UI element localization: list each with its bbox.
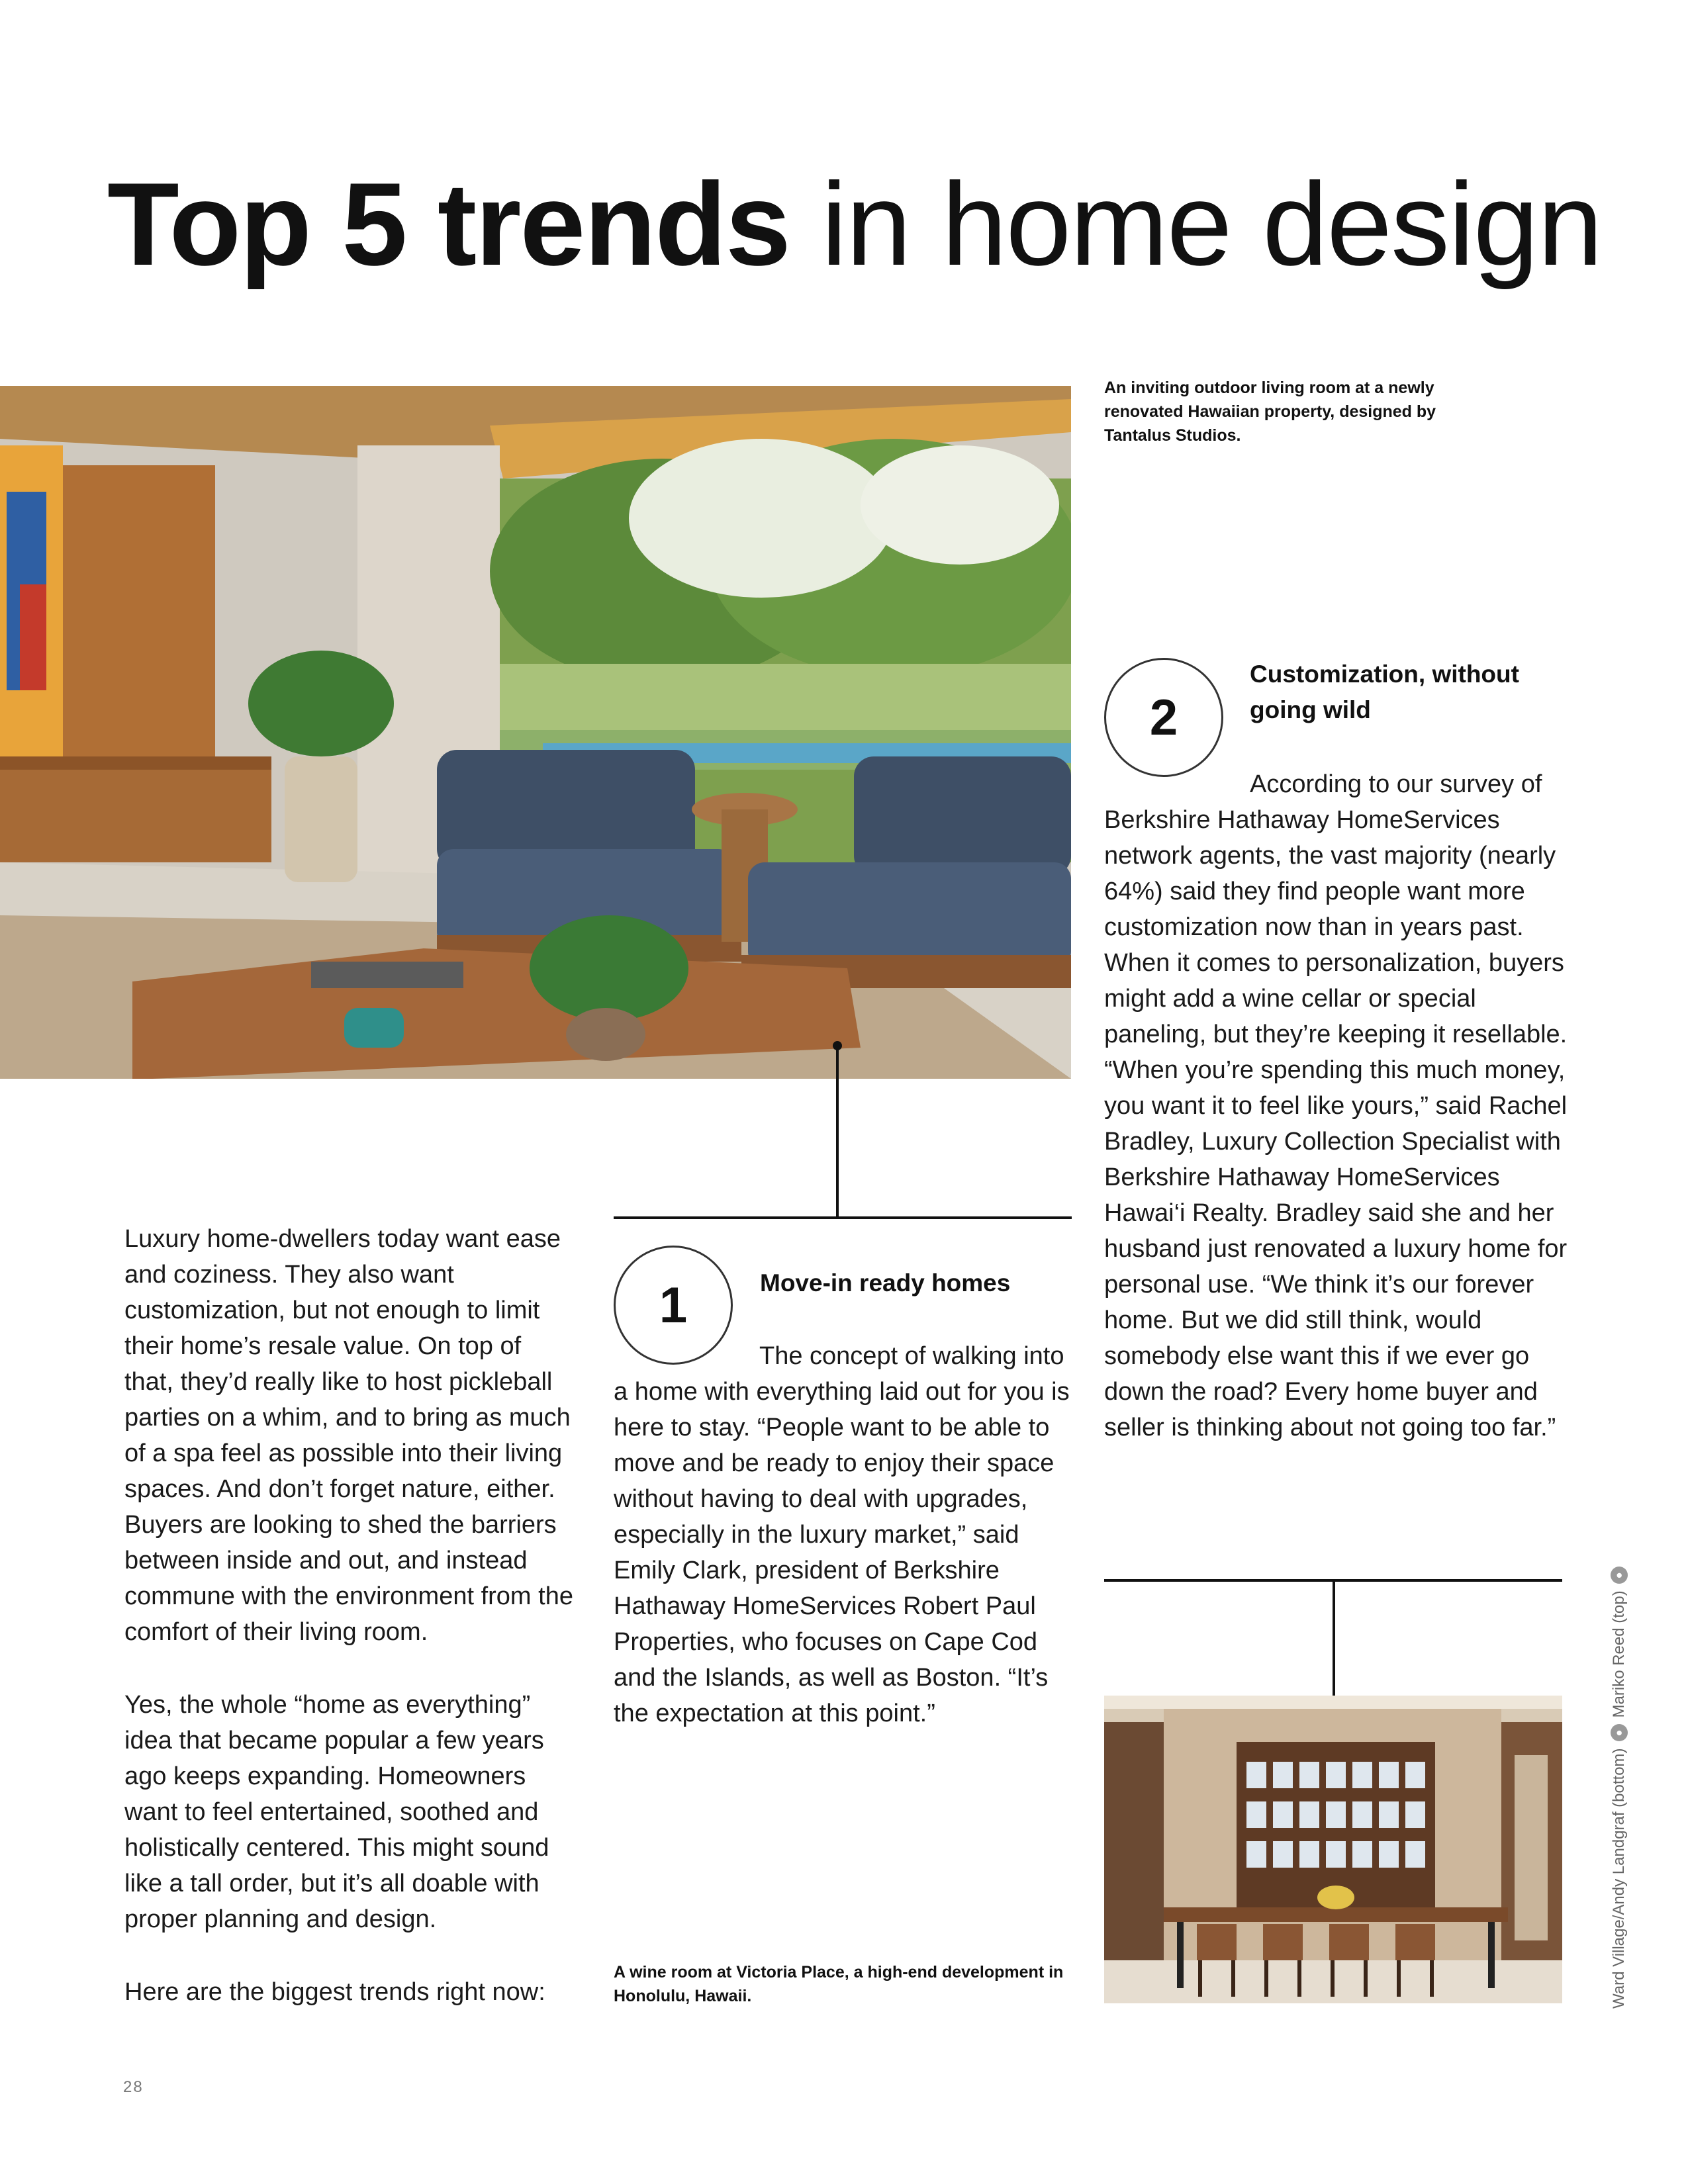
- wine-room-photo: [1104, 1696, 1562, 2003]
- top-photo-caption: An inviting outdoor living room at a newly renovated Hawaiian property, designed by Tantalus Studios.: [1104, 379, 1436, 445]
- trend-1-number-badge: 1: [614, 1246, 733, 1365]
- intro-column: [124, 1221, 575, 2047]
- connector-line-vertical-1: [836, 1046, 839, 1218]
- trend-1-title: Move-in ready homes: [760, 1269, 1011, 1297]
- trend-2-title: Customization, without going wild: [1250, 660, 1519, 723]
- title-bold: Top 5 trends: [107, 158, 790, 290]
- trend-2-body: According to our survey of Berkshire Hathaway HomeServices network agents, the vast majority (nearly 64%) said they find people want more customization now than in years past. When it comes to personalization, buyers might add a wine cellar or special paneling, but they’re keeping it resellable. “When you’re spending this much money, you want it to feel like yours,” said Rachel Bradley, Luxury Collection Specialist with Berkshire Hathaway HomeServices Hawai‘i Realty. Bradley said she and her husband just renovated a luxury home for personal use. “We think it’s our forever home. But we did still think, would somebody else want this if we ever go down the road? Every home buyer and seller is thinking about not going too far.”: [1104, 770, 1568, 1441]
- title-light: in home design: [789, 158, 1602, 290]
- photo-credit: [1610, 1567, 1628, 2009]
- outdoor-living-room-photo: [0, 386, 1071, 1079]
- intro-paragraph-2: Yes, the whole “home as everything” idea that became popular a few years ago keeps expanding. Homeowners want to feel entertained, soothed and holistically centered. This might sound like a tall order, but it’s all doable with proper planning and design.: [124, 1691, 549, 1933]
- page-number: 28: [123, 2078, 144, 2096]
- intro-paragraph-3: Here are the biggest trends right now:: [124, 1978, 545, 2006]
- camera-icon: ●: [1611, 1567, 1628, 1584]
- camera-icon: ●: [1611, 1724, 1628, 1741]
- bottom-photo-caption: A wine room at Victoria Place, a high-end development in Honolulu, Hawaii.: [614, 1963, 1064, 2005]
- connector-line-horizontal-1: [614, 1216, 1072, 1219]
- page-title: [107, 158, 1602, 290]
- trend-1-body: The concept of walking into a home with everything laid out for you is here to stay. “People want to be able to move and be ready to enjoy their space without having to deal with upgrades, especially in the luxury market,” said Emily Clark, president of Berkshire Hathaway HomeServices Robert Paul Properties, who focuses on Cape Cod and the Islands, as well as Boston. “It’s the expectation at this point.”: [614, 1342, 1070, 1727]
- credit-bottom: Ward Village/Andy Landgraf (bottom): [1610, 1748, 1628, 2009]
- trend-2-number-badge: 2: [1104, 658, 1223, 777]
- credit-top: Mariko Reed (top): [1610, 1590, 1628, 1718]
- intro-paragraph-1: Luxury home-dwellers today want ease and coziness. They also want customization, but not enough to limit their home’s resale value. On top of that, they’d really like to host pickleball parties on a whim, and to bring as much of a spa feel as possible into their living spaces. And don’t forget nature, either. Buyers are looking to shed the barriers between inside and out, and instead commune with the environment from the comfort of their living room.: [124, 1225, 573, 1646]
